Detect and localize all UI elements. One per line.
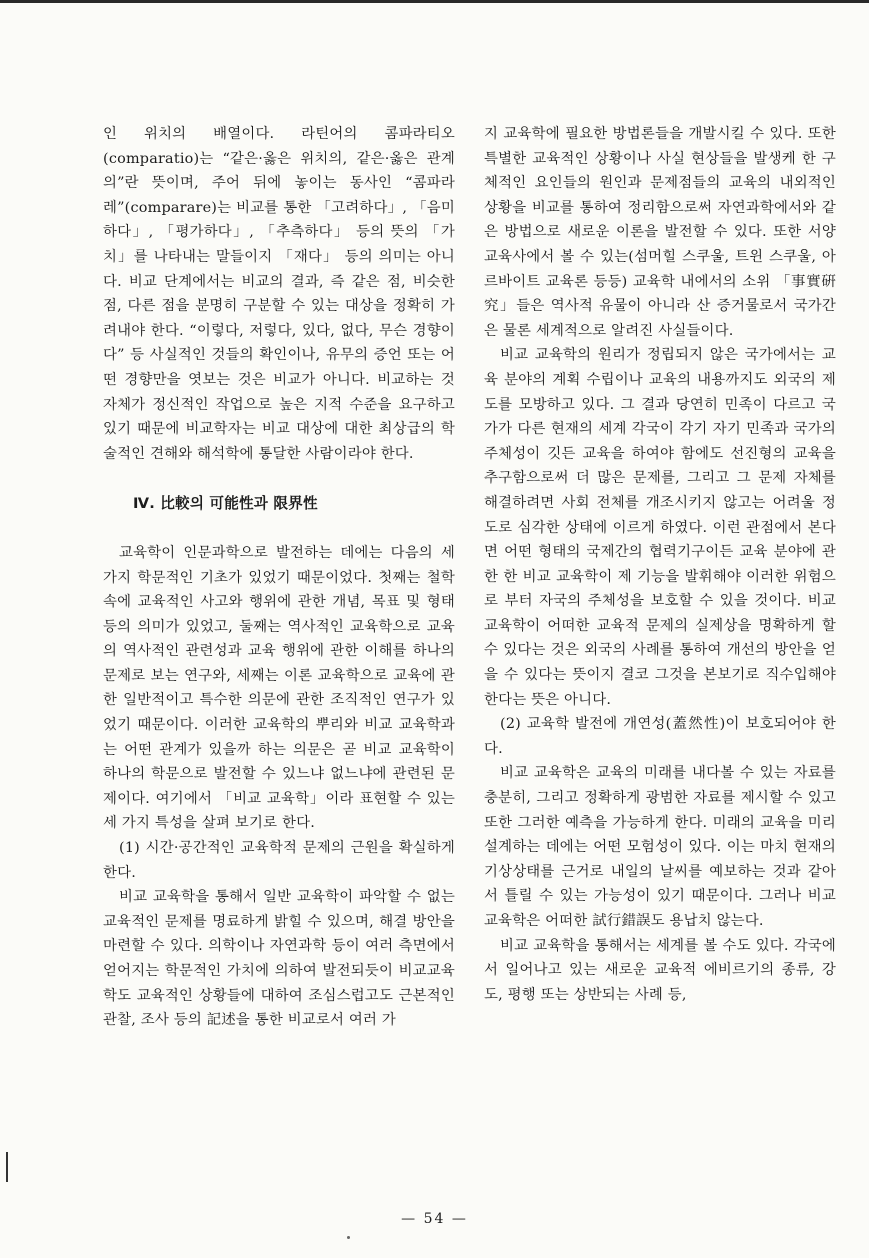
scan-speck [347, 1236, 350, 1239]
paragraph: 비교 교육학의 원리가 정립되지 않은 국가에서는 교육 분야의 계획 수립이나 교육의 내용까지도 외국의 제도를 모방하고 있다. 그 결과 당연히 민족이 다르고 국가가 다른 현재의 세계 각국이 각기 자기 민족과 국가의 주체성이 깃든 교육을 하여야 함에도 선진형의 교육을 추구함으로써 더 많은 문제를, 그리고 그 문제 자체를 해결하려면 사회 전체를 개조시키지 않고는 어려울 정도로 심각한 상태에 이르게 하였다. 이런 관점에서 본다면 어떤 형태의 국제간의 협력기구이든 교육 분야에 관한 한 비교 교육학이 제 기능을 발휘해야 이러한 위험으로 부터 자국의 주체성을 보호할 수 있을 것이다. 비교 교육학이 어떠한 교육적 문제의 실제상을 명확하게 할 수 있다는 것은 외국의 사례를 통하여 개선의 방안을 얻을 수 있다는 뜻이지 결코 그것을 본보기로 직수입해야 한다는 뜻은 아니다. [484, 347, 836, 708]
page-number: — 54 — [401, 1211, 468, 1227]
paragraph: 비교 교육학은 교육의 미래를 내다볼 수 있는 자료를 충분히, 그리고 정확하게 광범한 자료를 제시할 수 있고 또한 그러한 예측을 가능하게 한다. 미래의 교육을 미리 설계하는 데에는 어떤 모험성이 있다. 이는 마치 현재의 기상상태를 근거로 내일의 날씨를 예보하는 것과 같아서 틀릴 수 있는 가능성이 있기 때문이다. 그러나 비교 교육학은 어떠한 試行錯誤도 용납치 않는다. [484, 765, 836, 929]
scan-edge-mark [6, 1152, 8, 1182]
paragraph: 비교 교육학을 통해서 일반 교육학이 파악할 수 없는 교육적인 문제를 명료하게 밝힐 수 있으며, 해결 방안을 마련할 수 있다. 의학이나 자연과학 등이 여러 측면에서 얻어지는 학문적인 가치에 의하여 발전되듯이 비교교육학도 교육적인 상황들에 대하여 조심스럽고도 근본적인 관찰, 조사 등의 記述을 통한 비교로서 여러 가 [103, 889, 455, 1029]
numbered-point: (1) 시간·공간적인 교육학적 문제의 근원을 확실하게 한다. [103, 840, 455, 881]
section-heading: Ⅳ. 比較의 可能性과 限界性 [133, 495, 318, 513]
top-border-line [0, 0, 869, 3]
paragraph: 비교 교육학을 통해서는 세계를 볼 수도 있다. 각국에서 일어나고 있는 새로운 교육적 에비르기의 종류, 강도, 평행 또는 상반되는 사례 등, [484, 937, 836, 1003]
numbered-point: (2) 교육학 발전에 개연성(蓋然性)이 보호되어야 한다. [484, 716, 836, 757]
paragraph: 인 위치의 배열이다. 라틴어의 콤파라티오(comparatio)는 “같은·옳은 위치의, 같은·옳은 관계의”란 뜻이며, 주어 뒤에 놓이는 동사인 “콤파라레”(comparare)는 비교를 통한 「고려하다」, 「음미하다」, 「평가하다」, 「추측하다」 등의 뜻의 「가치」를 나타내는 말들이지 「재다」 등의 의미는 아니다. 비교 단계에서는 비교의 결과, 즉 같은 점, 비슷한 점, 다른 점을 분명히 구분할 수 있는 대상을 정확히 가려내야 한다. “이렇다, 저렇다, 있다, 없다, 무슨 경향이다” 등 사실적인 것들의 확인이나, 유무의 증언 또는 어떤 경향만을 엿보는 것은 비교가 아니다. 비교하는 것 자체가 정신적인 작업으로 높은 지적 수준을 요구하고 있기 때문에 비교학자는 비교 대상에 대한 최상급의 학술적인 견해와 해석학에 통달한 사람이라야 한다. [103, 126, 455, 462]
paragraph: 지 교육학에 필요한 방법론들을 개발시킬 수 있다. 또한 특별한 교육적인 상황이나 사실 현상들을 발생케 한 구체적인 요인들의 원인과 문제점들의 교육의 내외적인 상황을 비교를 통하여 정리함으로써 자연과학에서와 같은 방법으로 새로운 이론을 발전할 수 있다. 또한 서양 교육사에서 볼 수 있는(섬머힐 스쿠울, 트윈 스쿠울, 아르바이트 교육론 등등) 교육학 내에서의 소위 「事實硏究」들은 역사적 유물이 아니라 산 증거물로서 국가간은 물론 세계적으로 알려진 사실들이다. [484, 126, 836, 339]
right-text-column [484, 122, 836, 1007]
left-text-column [103, 122, 455, 1033]
paragraph: 교육학이 인문과학으로 발전하는 데에는 다음의 세 가지 학문적인 기초가 있었기 때문이었다. 첫째는 철학 속에 교육적인 사고와 행위에 관한 개념, 목표 및 형태 등의 의미가 있었고, 둘째는 역사적인 교육학으로 교육의 역사적인 관련성과 교육 행위에 관한 이해를 하나의 문제로 보는 연구와, 세째는 이론 교육학으로 교육에 관한 일반적이고 특수한 의문에 관한 조직적인 연구가 있었기 때문이다. 이러한 교육학의 뿌리와 비교 교육학과는 어떤 관계가 있을까 하는 의문은 곧 비교 교육학이 하나의 학문으로 발전할 수 있느냐 없느냐에 관련된 문제이다. 여기에서 「비교 교육학」이라 표현할 수 있는 세 가지 특성을 살펴 보기로 한다. [103, 544, 455, 832]
